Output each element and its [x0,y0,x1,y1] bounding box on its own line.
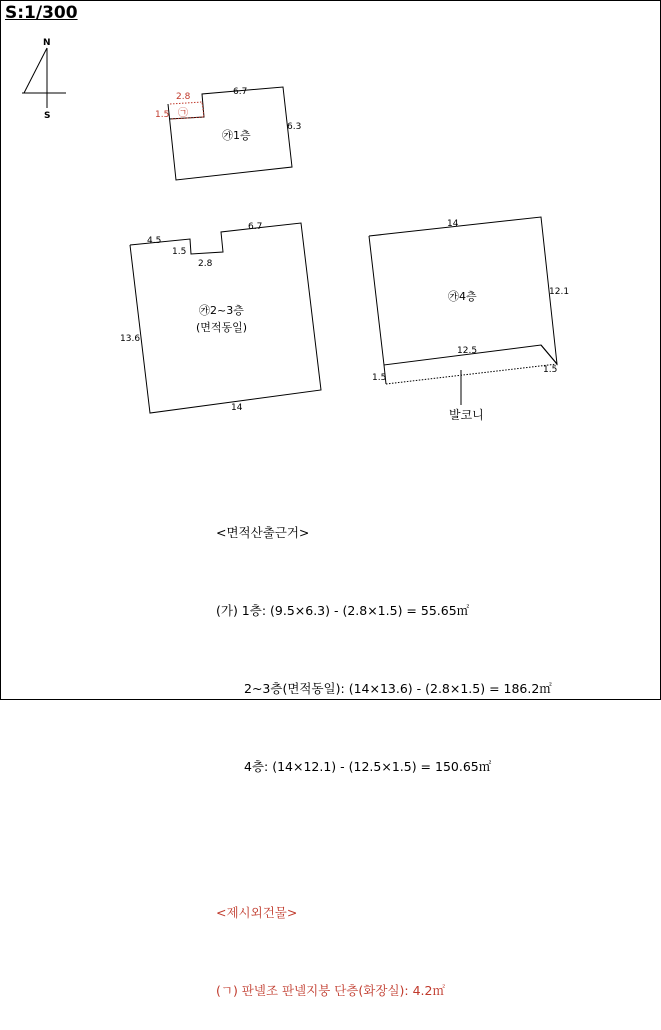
floor1-dim-notch-h: 1.5 [155,110,170,120]
floor2-3-dim-bottom: 14 [231,403,243,413]
notes-floor2-3: 2~3층(면적동일): (14×13.6) - (2.8×1.5) = 186.2㎡ [244,681,552,696]
annex-header: <제시외건물> [216,905,298,920]
floor4-dim-right: 12.1 [549,287,570,297]
balcony-label: 발코니 [449,408,484,422]
notes-header: <면적산출근거> [216,525,310,540]
floor4-outline [369,217,569,422]
floor1-dim-notch-w: 2.8 [176,92,191,102]
floor1-dim-top: 6.7 [233,87,248,97]
floor2-3-label-line2: (면적동일) [196,321,248,334]
floor2-3-outline [120,222,321,413]
floor1-outline [155,87,301,180]
notes-floor4: 4층: (14×12.1) - (12.5×1.5) = 150.65㎡ [244,759,492,774]
floor4-dim-balcony-w: 12.5 [457,346,478,356]
floor2-3-label-line1: ㉮2~3층 [199,304,244,317]
compass-south: S [44,111,51,121]
floor2-3-dim-top-right: 6.7 [248,222,263,232]
floor2-3-dim-notch-w: 2.8 [198,259,213,269]
notes-floor1: (가) 1층: (9.5×6.3) - (2.8×1.5) = 55.65㎡ [216,603,470,618]
annex-mark: ㉠ [178,108,188,119]
scale-label: S:1/300 [5,3,78,23]
floor4-dim-top: 14 [447,219,459,229]
floor2-3-dim-left: 13.6 [120,334,141,344]
north-arrow [22,38,66,121]
floor2-3-dim-notch-h: 1.5 [172,247,187,257]
floor1-label: ㉮1층 [222,129,251,142]
floor4-dim-balcony-left: 1.5 [372,373,387,383]
floor4-dim-balcony-right: 1.5 [543,365,558,375]
area-calculation-notes [216,468,552,1030]
annex-line: (ㄱ) 판넬조 판넬지붕 단층(화장실): 4.2㎡ [216,983,445,998]
compass-north: N [43,38,51,48]
floor1-dim-right: 6.3 [287,122,302,132]
floor2-3-dim-top-left: 4.5 [147,236,162,246]
floor4-label: ㉮4층 [448,290,477,303]
